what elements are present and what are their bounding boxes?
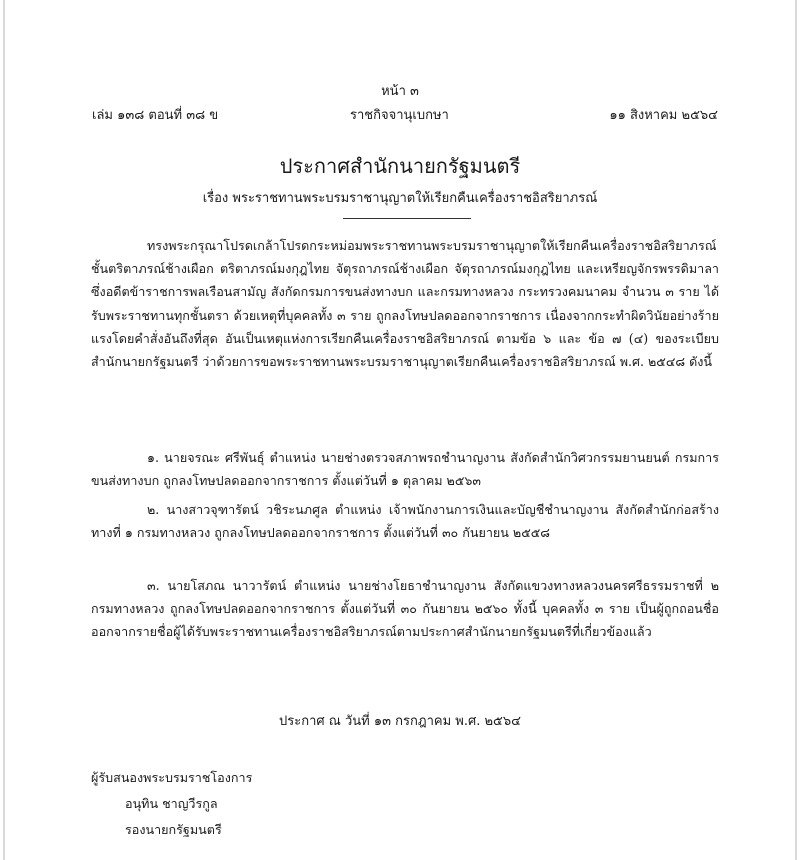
list-item-text: ๒. นางสาวจุฑารัตน์ วชิระนภศูล ตำแหน่ง เจ้าพนักงานการเงินและบัญชีชำนาญงาน สังกัดสำนักก่อสร้างทางที่ ๑ กรมทางหลวง ถูกลงโทษปลดออกจากราชการ ตั้งแต่วันที่ ๓๐ กันยายน ๒๕๕๘ bbox=[91, 502, 719, 541]
list-item-text: ๑. นายจรณะ ศรีพันธุ์ ตำแหน่ง นายช่างตรวจสภาพรถชำนาญงาน สังกัดสำนักวิศวกรรมยานยนต์ กรมการขนส่งทางบก ถูกลงโทษปลดออกจากราชการ ตั้งแต่วันที่ ๑ ตุลาคม ๒๕๖๓ bbox=[91, 450, 719, 489]
intro-text: ทรงพระกรุณาโปรดเกล้าโปรดกระหม่อมพระราชทานพระบรมราชานุญาตให้เรียกคืนเครื่องราชอิสริยาภรณ์ชั้นตริตาภรณ์ช้างเผือก ตริตาภรณ์มงกุฎไทย จัตุรถาภรณ์ช้างเผือก จัตุรถาภรณ์มงกุฎไทย และเหรียญจักรพรรดิมาลา ซึ่งอดีตข้าราชการพลเรือนสามัญ สังกัดกรมการขนส่งทางบก และกรมทางหลวง กระทรวงคมนาคม จำนวน ๓ ราย ได้รับพระราชทานทุกชั้นตรา ด้วยเหตุที่บุคคลทั้ง ๓ ราย ถูกลงโทษปลดออกจากราชการ เนื่องจากกระทำผิดวินัยอย่างร้ายแรงโดยคำสั่งอันถึงที่สุด อันเป็นเหตุแห่งการเรียกคืนเครื่องราชอิสริยาภรณ์ ตามข้อ ๖ และ ข้อ ๗ (๔) ของระเบียบสำนักนายกรัฐมนตรี ว่าด้วยการขอพระราชทานพระบรมราชานุญาตเรียกคืนเครื่องราชอิสริยาภรณ์ พ.ศ. ๒๕๔๘ ดังนี้ bbox=[91, 238, 719, 370]
announcement-subject: เรื่อง พระราชทานพระบรมราชานุญาตให้เรียกคืนเครื่องราชอิสริยาภรณ์ bbox=[202, 191, 598, 206]
list-item bbox=[91, 498, 719, 544]
volume-issue: เล่ม ๑๓๘ ตอนที่ ๓๘ ข bbox=[92, 108, 219, 123]
page-edge-right bbox=[795, 0, 797, 860]
gazette-name: ราชกิจจานุเบกษา bbox=[350, 108, 449, 123]
list-item bbox=[91, 446, 719, 492]
countersignature-block bbox=[91, 765, 252, 843]
list-item bbox=[91, 574, 719, 644]
publication-date: ๑๑ สิงหาคม ๒๕๖๔ bbox=[609, 108, 718, 123]
gazette-header bbox=[92, 104, 718, 124]
list-item-text: ๓. นายโสภณ นาวารัตน์ ตำแหน่ง นายช่างโยธาชำนาญงาน สังกัดแขวงทางหลวงนครศรีธรรมราชที่ ๒ กรมทางหลวง ถูกลงโทษปลดออกจากราชการ ตั้งแต่วันที่ ๓๐ กันยายน ๒๕๖๐ ทั้งนี้ บุคคลทั้ง ๓ ราย เป็นผู้ถูกถอนชื่อออกจากรายชื่อผู้ได้รับพระราชทานเครื่องราชอิสริยาภรณ์ตามประกาศสำนักนายกรัฐมนตรีที่เกี่ยวข้องแล้ว bbox=[91, 578, 719, 640]
title-divider bbox=[343, 218, 471, 219]
announcement-title: ประกาศสำนักนายกรัฐมนตรี bbox=[279, 154, 521, 178]
signatory-name: อนุทิน ชาญวีรกูล bbox=[125, 796, 218, 811]
page-edge-left bbox=[3, 0, 5, 860]
intro-paragraph bbox=[91, 234, 719, 373]
page-number: หน้า ๓ bbox=[381, 84, 419, 99]
signatory-position: รองนายกรัฐมนตรี bbox=[125, 822, 222, 837]
announcement-date: ประกาศ ณ วันที่ ๑๓ กรกฎาคม พ.ศ. ๒๕๖๔ bbox=[279, 714, 521, 729]
countersign-label: ผู้รับสนองพระบรมราชโองการ bbox=[91, 770, 253, 785]
